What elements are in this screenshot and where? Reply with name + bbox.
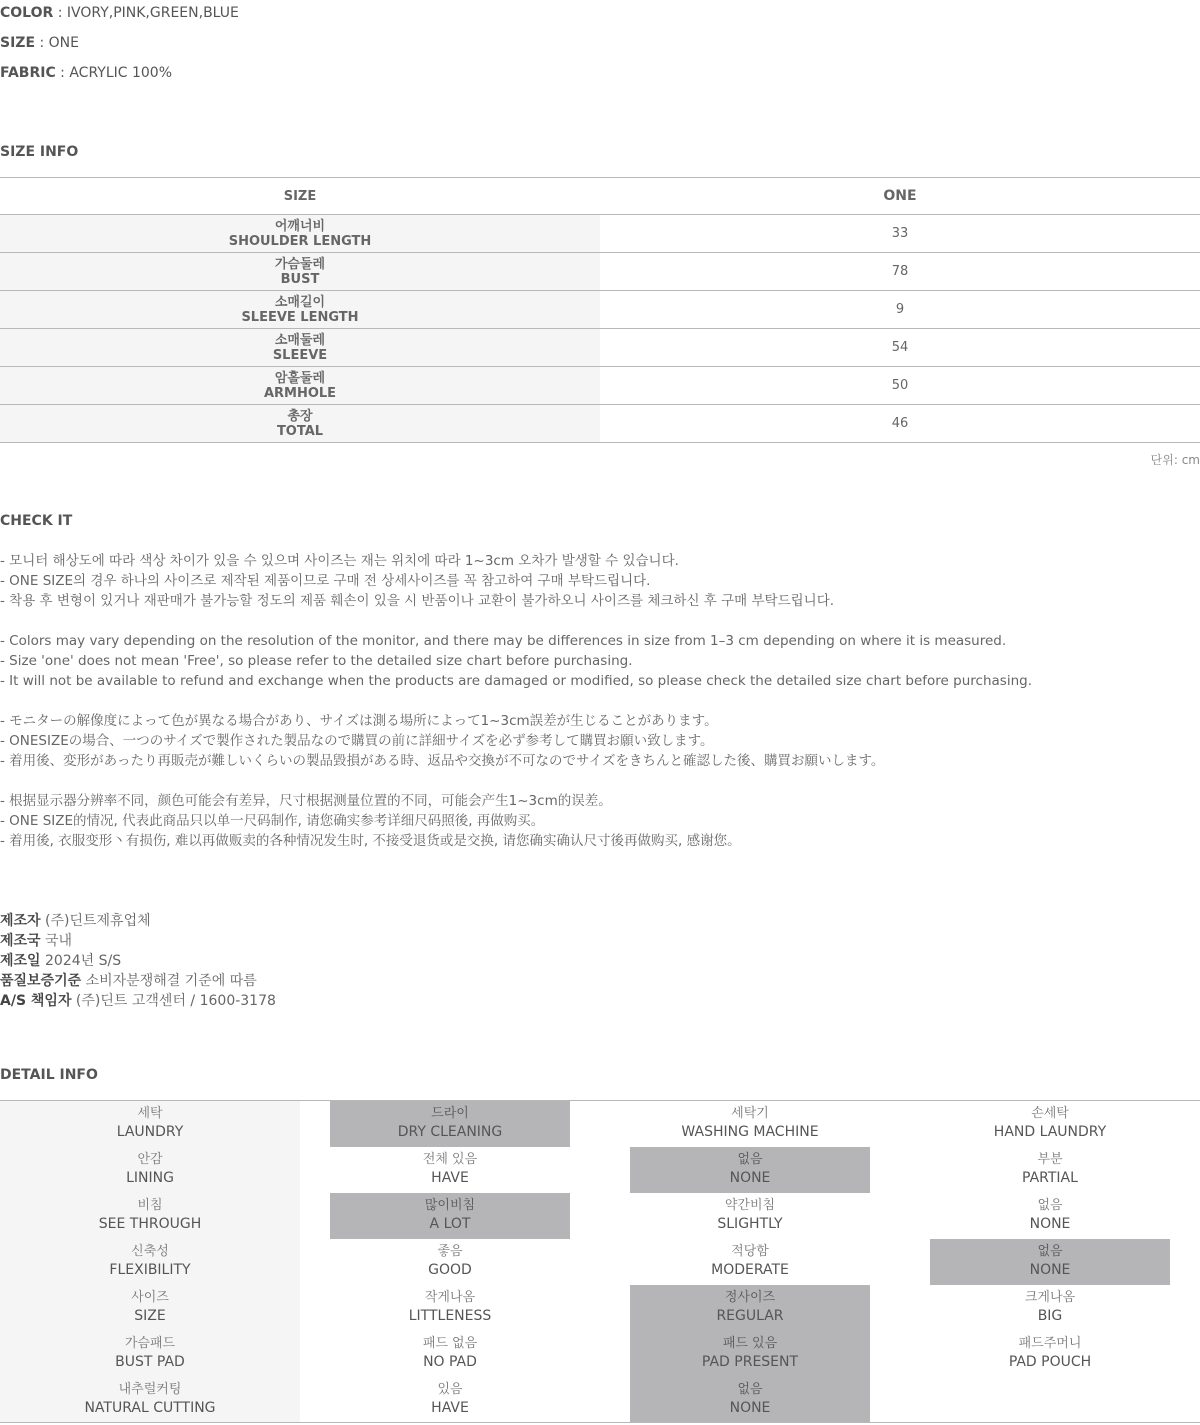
size-row-label-ko: 암홀둘레 [274,370,326,386]
detail-option-ko: 없음 [1037,1198,1063,1213]
detail-label-ko: 안감 [137,1152,163,1167]
detail-row [0,1193,1200,1239]
size-row-value: 9 [895,302,905,317]
maker-line [0,931,276,951]
detail-option-en: HAVE [431,1170,469,1186]
detail-label-en: LINING [126,1170,174,1186]
maker-value: 2024년 S/S [40,953,122,969]
check-note-line: - ONE SIZE의 경우 하나의 사이즈로 제작된 제품이므로 구매 전 상세사이즈를 꼭 참고하여 구매 부탁드립니다. [0,573,651,589]
check-spacer [0,691,1032,711]
maker-value: 국내 [40,933,73,949]
detail-row-label [0,1147,300,1193]
detail-row [0,1377,1200,1423]
detail-option-ko: 패드주머니 [1018,1336,1082,1351]
detail-option-en: PAD POUCH [1008,1354,1092,1370]
size-row-label-ko: 소매둘레 [274,332,326,348]
detail-row-label [0,1193,300,1239]
detail-option-selected [630,1285,870,1331]
detail-info-title: DETAIL INFO [0,1067,98,1083]
check-note-line: - Colors may vary depending on the resolution of the monitor, and there may be differences in size from 1–3 cm depending on where it is measured. [0,633,1007,649]
size-row-label-ko: 소매길이 [274,294,326,310]
detail-option-en: HAND LAUNDRY [993,1124,1107,1140]
detail-option-selected [630,1147,870,1193]
size-row-label-en: SHOULDER LENGTH [228,233,372,249]
spec-value: : IVORY,PINK,GREEN,BLUE [53,5,239,21]
check-it-title: CHECK IT [0,513,73,529]
detail-label-ko: 비침 [137,1198,163,1213]
detail-option-ko: 약간비침 [724,1198,776,1213]
size-row [0,215,1200,253]
size-row-value: 33 [891,226,909,241]
maker-label: 제조일 [0,953,41,969]
detail-option-en: DRY CLEANING [397,1124,503,1140]
maker-value: (주)딘트 고객센터 / 1600-3178 [71,993,276,1009]
maker-line [0,991,276,1011]
detail-option-ko: 적당함 [731,1244,769,1259]
check-note-line: - 根据显示器分辨率不同，颜色可能会有差异，尺寸根据测量位置的不同，可能会产生1~3cm的误差。 [0,793,612,809]
detail-option-en: NONE [1029,1262,1071,1278]
size-row-label-en: TOTAL [276,423,324,439]
detail-option-en: BIG [1037,1308,1063,1324]
maker-label: 제조자 [0,913,41,929]
detail-option-en: NONE [1029,1216,1071,1232]
detail-option-selected [330,1101,570,1147]
size-row [0,405,1200,443]
size-table [0,177,1200,443]
check-note-line: - 着用後, 衣服变形丶有损伤, 难以再做贩卖的各种情况发生时, 不接受退货或是交换, 请您确实确认尺寸後再做购买, 感谢您。 [0,833,741,849]
detail-option-en: PAD PRESENT [701,1354,799,1370]
size-row-label-ko: 가슴둘레 [274,256,326,272]
detail-label-en: LAUNDRY [116,1124,184,1140]
maker-value: 소비자분쟁해결 기준에 따름 [81,973,257,989]
spec-size [0,33,79,53]
detail-option-en: SLIGHTLY [717,1216,783,1232]
detail-option [630,1101,870,1147]
size-row-value: 46 [891,416,909,431]
detail-option [330,1285,570,1331]
size-row-label [0,405,600,443]
detail-option-ko: 크게나옴 [1024,1290,1076,1305]
detail-option-ko: 세탁기 [731,1106,769,1121]
maker-label: A/S 책임자 [0,993,72,1009]
detail-row-label [0,1285,300,1331]
size-row [0,291,1200,329]
size-row-label [0,367,600,405]
detail-option-en: NO PAD [423,1354,477,1370]
detail-row [0,1285,1200,1331]
detail-option-ko: 없음 [1037,1244,1063,1259]
detail-option-selected [630,1331,870,1377]
detail-option-en: NONE [729,1170,771,1186]
detail-label-en: FLEXIBILITY [109,1262,191,1278]
size-row [0,329,1200,367]
detail-option-ko: 드라이 [431,1106,469,1121]
detail-option [330,1377,570,1423]
size-row-label-en: ARMHOLE [263,385,337,401]
size-row-label-en: BUST [280,271,320,287]
detail-option [330,1147,570,1193]
detail-option-ko: 좋음 [437,1244,463,1259]
maker-line [0,971,276,991]
spec-value: : ACRYLIC 100% [55,65,173,81]
detail-label-ko: 사이즈 [131,1290,169,1305]
detail-option-en: LITTLENESS [408,1308,492,1324]
spec-fabric [0,63,172,83]
check-spacer [0,771,1032,791]
detail-option-en: MODERATE [711,1262,789,1278]
detail-option-ko: 없음 [737,1152,763,1167]
detail-option-en: GOOD [428,1262,472,1278]
check-it-notes [0,551,1032,851]
size-header-value: ONE [883,188,917,204]
check-spacer [0,611,1032,631]
detail-option-en: A LOT [429,1216,471,1232]
detail-row [0,1331,1200,1377]
detail-option [930,1285,1170,1331]
detail-option [930,1101,1170,1147]
check-note-line: - 착용 후 변형이 있거나 재판매가 불가능할 정도의 제품 훼손이 있을 시 반품이나 교환이 불가하오니 사이즈를 체크하신 후 구매 부탁드립니다. [0,593,835,609]
detail-option [930,1331,1170,1377]
maker-line [0,951,276,971]
check-note-line: - モニターの解像度によって色が異なる場合があり、サイズは測る場所によって1~3cm誤差が生じることがあります。 [0,713,718,729]
detail-option [930,1193,1170,1239]
detail-option [630,1193,870,1239]
detail-option [930,1147,1170,1193]
spec-value: : ONE [35,35,79,51]
check-note-line: - Size 'one' does not mean 'Free', so please refer to the detailed size chart before purchasing. [0,653,633,669]
detail-table [0,1100,1200,1425]
check-note-line: - It will not be available to refund and exchange when the products are damaged or modified, so please check the detailed size chart before purchasing. [0,673,1032,689]
size-unit: 단위: cm [1150,453,1200,467]
detail-option-ko: 손세탁 [1031,1106,1069,1121]
check-note-line: - ONESIZEの場合、一つのサイズで製作された製品なので購買の前に詳細サイズを必ず参考して購買お願い致します。 [0,733,714,749]
detail-option-ko: 부분 [1037,1152,1063,1167]
detail-option-ko: 정사이즈 [724,1290,776,1305]
check-note-line: - ONE SIZE的情况, 代表此商品只以单一尺码制作, 请您确实参考详细尺码照後, 再做购买。 [0,813,545,829]
maker-info [0,911,276,1011]
detail-row-label [0,1239,300,1285]
size-row-value: 54 [891,340,909,355]
spec-color [0,3,239,23]
spec-label: COLOR [0,5,54,21]
size-info-title: SIZE INFO [0,144,79,160]
size-row-label-ko: 어깨너비 [274,218,326,234]
size-row-label [0,253,600,291]
size-row-label-en: SLEEVE LENGTH [241,309,359,325]
detail-label-ko: 내추럴커팅 [118,1382,182,1397]
divider [0,1422,1200,1423]
detail-option-ko: 패드 있음 [722,1336,778,1351]
detail-option-ko: 있음 [437,1382,463,1397]
detail-label-ko: 세탁 [137,1106,163,1121]
size-row-label [0,291,600,329]
size-header-label: SIZE [0,178,600,215]
detail-option-selected [930,1239,1170,1285]
size-row-value: 78 [891,264,909,279]
detail-row-label [0,1331,300,1377]
maker-value: (주)딘트제휴업체 [40,913,151,929]
detail-option-en: PARTIAL [1022,1170,1078,1186]
detail-option [330,1331,570,1377]
check-note-line: - 着用後、変形があったり再販売が難しいくらいの製品毀損がある時、返品や交換が不可なのでサイズをきちんと確認した後、購買お願いします。 [0,753,885,769]
maker-line [0,911,276,931]
detail-label-en: BUST PAD [115,1354,185,1370]
detail-option-ko: 패드 없음 [422,1336,478,1351]
maker-label: 제조국 [0,933,41,949]
size-row-label [0,329,600,367]
detail-option-ko: 작게나옴 [424,1290,476,1305]
detail-row-label [0,1377,300,1423]
detail-option-en: HAVE [431,1400,469,1416]
detail-row [0,1239,1200,1285]
maker-label: 품질보증기준 [0,973,82,989]
detail-row [0,1101,1200,1147]
detail-label-en: SIZE [134,1308,166,1324]
size-row [0,367,1200,405]
size-row-label-en: SLEEVE [272,347,328,363]
size-row-value: 50 [891,378,909,393]
detail-option-en: WASHING MACHINE [681,1124,819,1140]
detail-option [630,1239,870,1285]
check-note-line: - 모니터 해상도에 따라 색상 차이가 있을 수 있으며 사이즈는 재는 위치에 따라 1~3cm 오차가 발생할 수 있습니다. [0,553,679,569]
detail-option [930,1377,1170,1423]
size-row [0,253,1200,291]
detail-label-ko: 가슴패드 [124,1336,176,1351]
size-row-label [0,215,600,253]
detail-option-selected [630,1377,870,1423]
detail-option [330,1239,570,1285]
detail-row-label [0,1101,300,1147]
size-table-header [0,178,1200,215]
detail-option-ko: 없음 [737,1382,763,1397]
detail-option-selected [330,1193,570,1239]
detail-row [0,1147,1200,1193]
detail-option-ko: 많이비침 [424,1198,476,1213]
detail-option-en: NONE [729,1400,771,1416]
detail-option-en: REGULAR [716,1308,784,1324]
size-row-label-ko: 총장 [287,408,313,424]
detail-option-ko: 전체 있음 [422,1152,478,1167]
spec-label: FABRIC [0,65,56,81]
detail-label-en: SEE THROUGH [98,1216,202,1232]
spec-label: SIZE [0,35,36,51]
detail-label-en: NATURAL CUTTING [84,1400,216,1416]
detail-label-ko: 신축성 [131,1244,169,1259]
